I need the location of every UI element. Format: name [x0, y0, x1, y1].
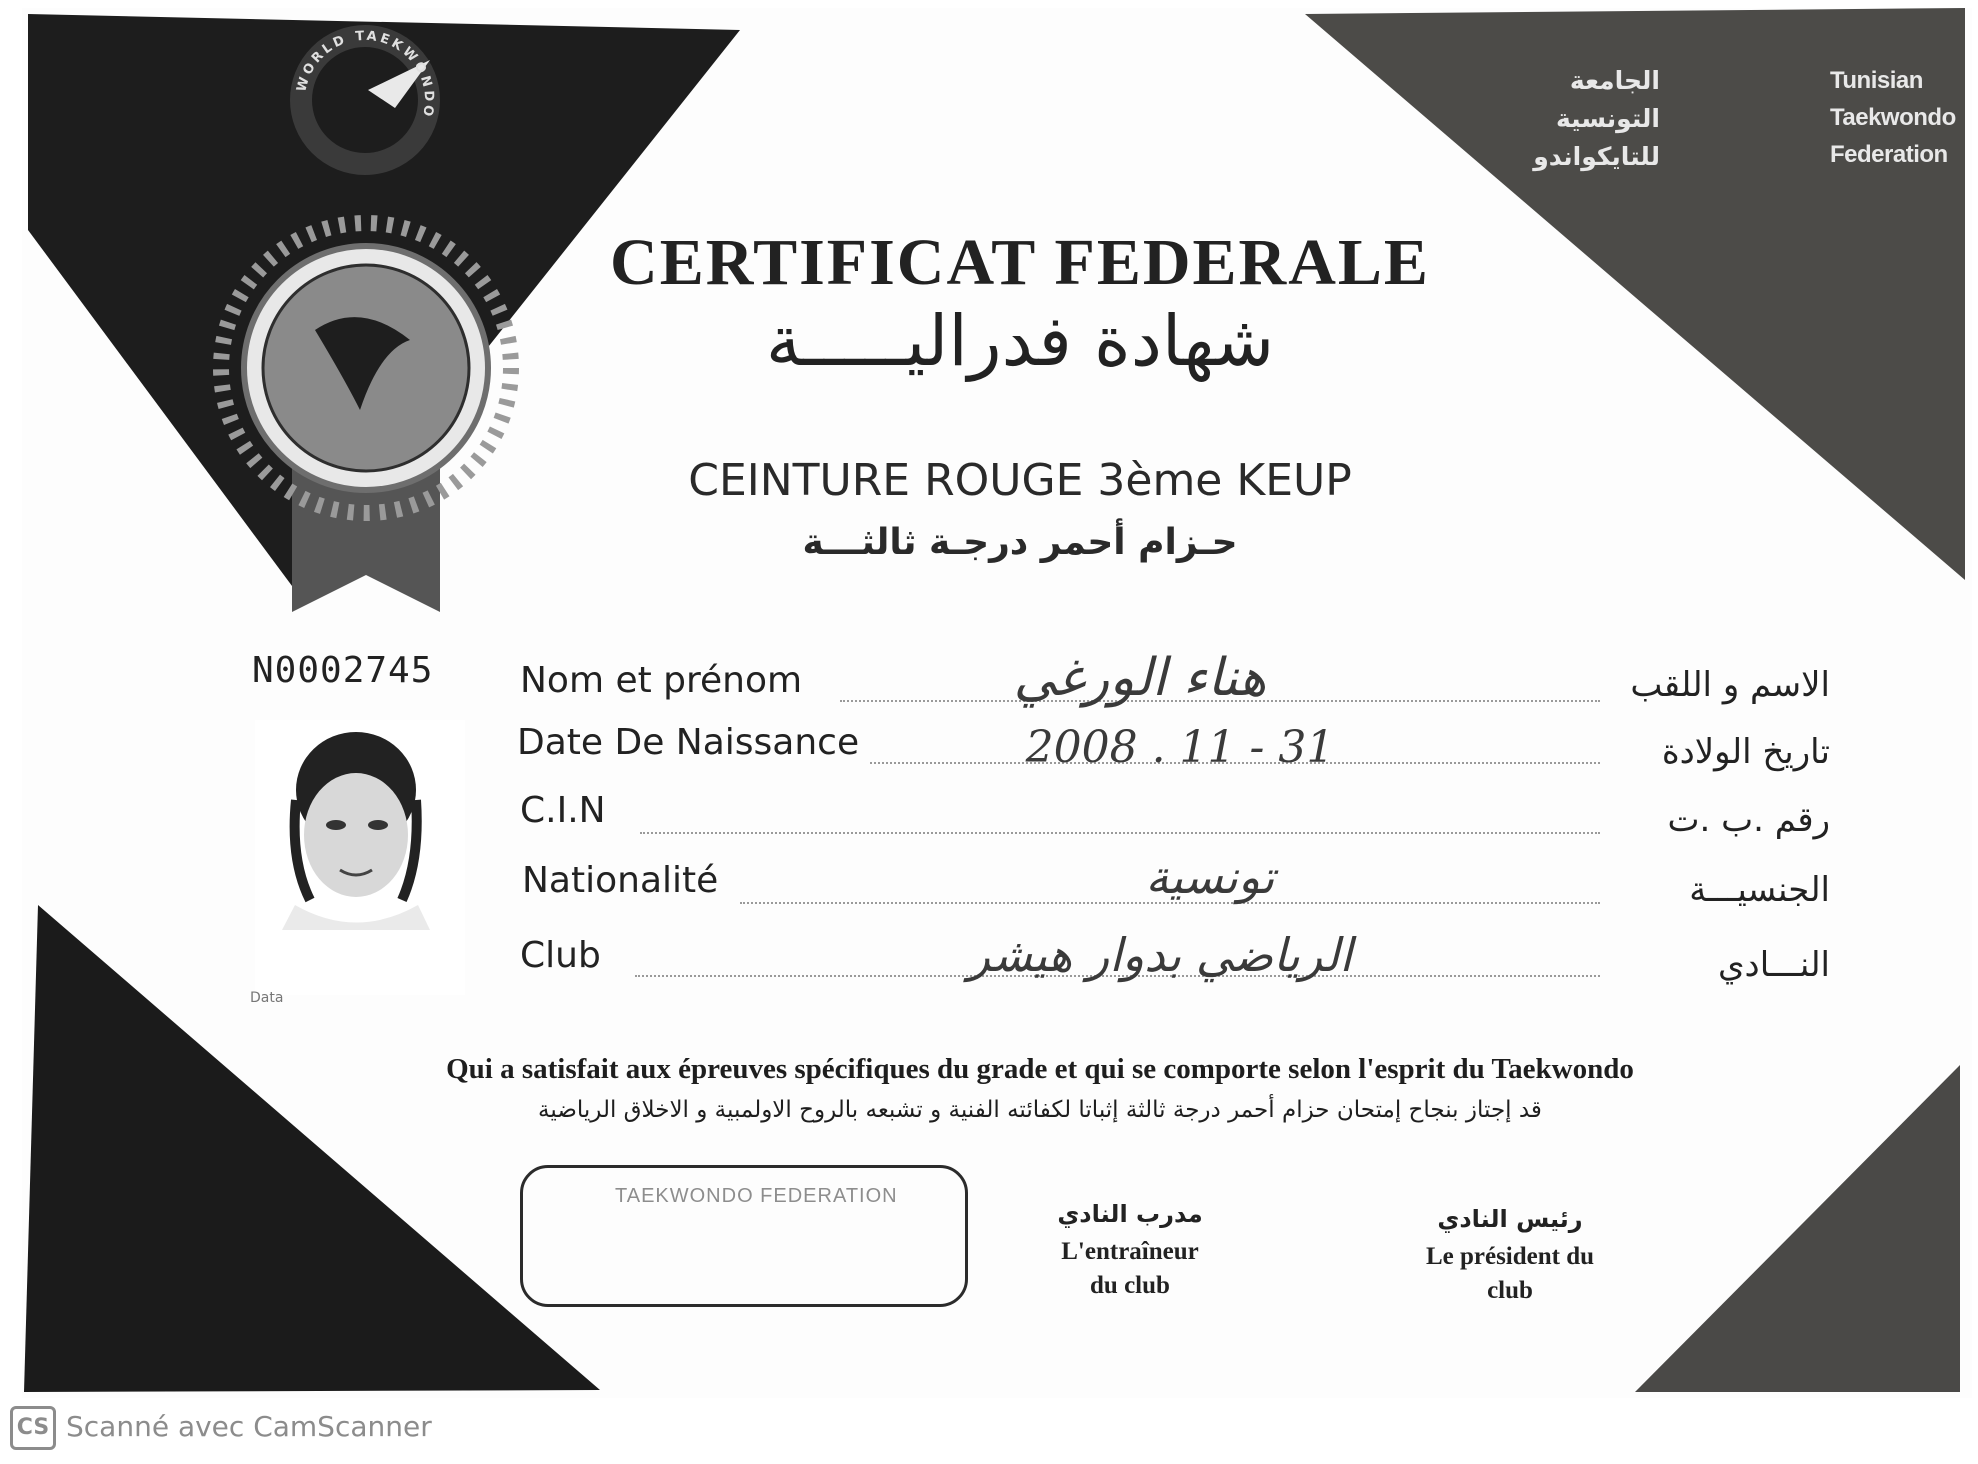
belt-grade-fr: CEINTURE ROUGE 3ème KEUP — [688, 455, 1352, 506]
statement-ar: قد إجتاز بنجاح إمتحان حزام أحمر درجة ثالثة إثباتا لكفائته الفنية و تشبعه بالروح الاولمبية و الاخلاق الرياضية — [538, 1097, 1542, 1123]
belt-grade-ar: حـزام أحمر درجـة ثالثـــة — [802, 522, 1238, 563]
federation-en-line: Taekwondo — [1830, 104, 1956, 131]
nationality-label-fr: Nationalité — [522, 860, 719, 901]
name-label-ar: الاسم و اللقب — [1630, 665, 1830, 705]
trainer-label-fr — [1000, 1235, 1260, 1303]
stamp-text: TAEKWONDO FEDERATION — [615, 1185, 898, 1207]
federation-ar-line: التونسية — [1555, 104, 1660, 133]
svg-text:WORLD TAEKWONDO: WORLD TAEKWONDO — [294, 28, 437, 121]
photo-caption: Data — [250, 990, 284, 1006]
world-taekwondo-ring-text — [285, 20, 445, 180]
trainer-label-line: L'entraîneur — [1061, 1238, 1199, 1265]
birthdate-label-ar: تاريخ الولادة — [1661, 732, 1830, 772]
trainer-label-line: du club — [1090, 1272, 1170, 1299]
certificate-title-fr: CERTIFICAT FEDERALE — [610, 226, 1430, 299]
club-label-ar: النـــادي — [1717, 945, 1830, 985]
certificate-title-ar: شهادة فدراليـــــة — [765, 300, 1275, 382]
federation-en-line: Tunisian — [1830, 67, 1923, 94]
cin-label-fr: C.I.N — [520, 790, 606, 831]
nationality-label-ar: الجنسيـــة — [1689, 870, 1830, 910]
federation-ar-line: للتايكواندو — [1533, 142, 1660, 171]
president-label-ar: رئيس النادي — [1437, 1205, 1583, 1233]
camscanner-watermark: Scanné avec CamScanner — [66, 1410, 432, 1443]
nationality-value: تونسية — [1145, 850, 1275, 904]
club-value: الرياضي بدوار هيشر — [967, 928, 1353, 982]
federation-en-line: Federation — [1830, 141, 1948, 168]
statement-fr: Qui a satisfait aux épreuves spécifiques du grade et qui se comporte selon l'esprit du Taekwondo — [446, 1053, 1634, 1085]
cin-label-ar: رقم .ب .ت — [1667, 800, 1830, 840]
name-value: هناء الورغي — [1013, 648, 1267, 708]
name-label-fr: Nom et prénom — [520, 660, 803, 701]
certificate-number: N0002745 — [252, 650, 434, 691]
birthdate-label-fr: Date De Naissance — [517, 722, 860, 763]
cin-line — [640, 832, 1600, 834]
student-photo — [255, 720, 465, 995]
federation-name-en — [1830, 62, 1970, 173]
federation-ar-line: الجامعة — [1569, 66, 1660, 95]
president-label-line: club — [1487, 1277, 1533, 1304]
camscanner-logo-icon: CS — [10, 1406, 56, 1450]
president-label-fr — [1380, 1240, 1640, 1308]
president-label-line: Le président du — [1425, 1243, 1595, 1270]
birthdate-value: 2008 . 11 - 31 — [1025, 722, 1335, 773]
trainer-label-ar: مدرب النادي — [1057, 1200, 1203, 1228]
federation-name-ar — [1500, 62, 1660, 176]
club-label-fr: Club — [520, 935, 601, 976]
